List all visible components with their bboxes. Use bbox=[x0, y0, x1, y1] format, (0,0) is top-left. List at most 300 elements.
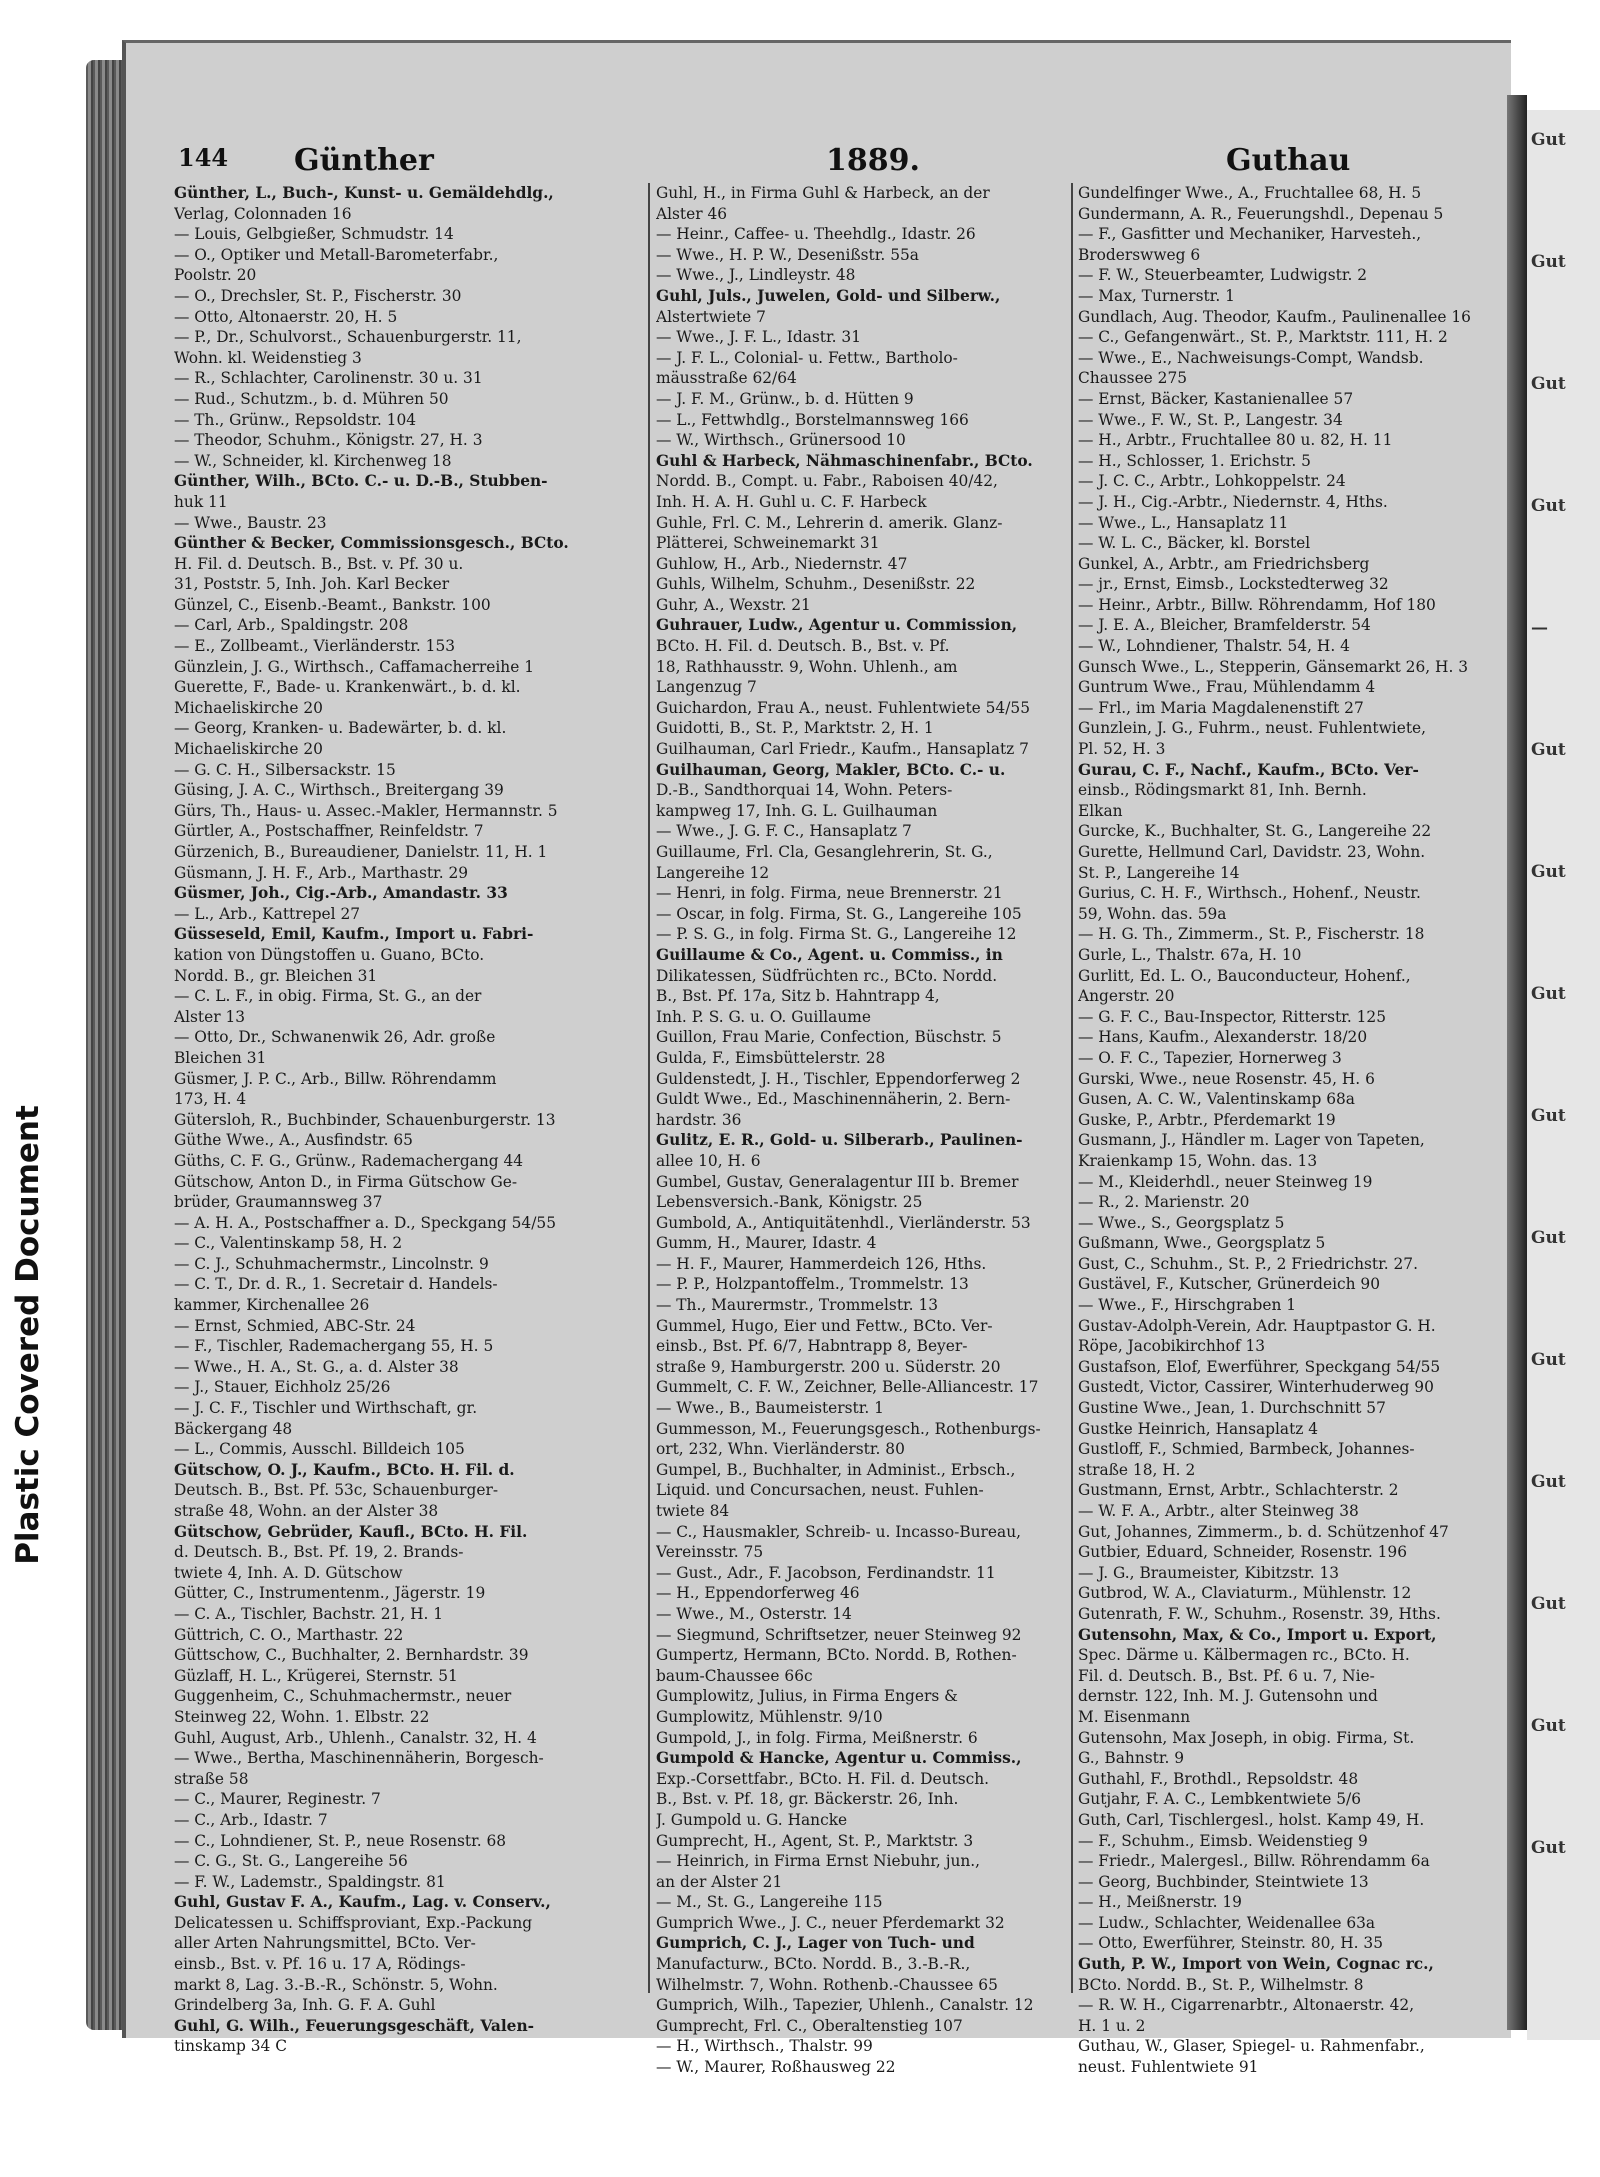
directory-entry: Angerstr. 20 bbox=[1078, 987, 1175, 1006]
directory-entry: Güttrich, C. O., Marthastr. 22 bbox=[174, 1625, 404, 1644]
directory-entry: Nordd. B., Compt. u. Fabr., Raboisen 40/42, bbox=[656, 472, 998, 491]
directory-entry: — Gust., Adr., F. Jacobson, Ferdinandstr. 11 bbox=[656, 1563, 996, 1582]
directory-entry: Gurle, L., Thalstr. 67a, H. 10 bbox=[1078, 945, 1302, 964]
directory-entry: Gummesson, M., Feuerungsgesch., Rothenburgs- bbox=[656, 1419, 1041, 1438]
directory-entry: Chaussee 275 bbox=[1078, 369, 1188, 388]
directory-entry: — C. J., Schuhmachermstr., Lincolnstr. 9 bbox=[174, 1254, 489, 1273]
directory-entry: — Ernst, Bäcker, Kastanienallee 57 bbox=[1078, 389, 1354, 408]
directory-entry: — Hans, Kaufm., Alexanderstr. 18/20 bbox=[1078, 1028, 1368, 1047]
directory-entry: Gumprich Wwe., J. C., neuer Pferdemarkt 32 bbox=[656, 1913, 1005, 1932]
directory-entry: — J. F. M., Grünw., b. d. Hütten 9 bbox=[656, 389, 914, 408]
directory-entry: — Louis, Gelbgießer, Schmudstr. 14 bbox=[174, 225, 454, 244]
directory-entry: Gumpel, B., Buchhalter, in Administ., Erbsch., bbox=[656, 1460, 1016, 1479]
directory-entry: Liquid. und Concursachen, neust. Fuhlen- bbox=[656, 1481, 984, 1500]
directory-entry: — P., Dr., Schulvorst., Schauenburgerstr. 11, bbox=[174, 328, 522, 347]
directory-entry: Guthau, W., Glaser, Spiegel- u. Rahmenfabr., bbox=[1078, 2037, 1425, 2056]
directory-entry: Gütter, C., Instrumentenm., Jägerstr. 19 bbox=[174, 1584, 486, 1603]
directory-entry: — E., Zollbeamt., Vierländerstr. 153 bbox=[174, 637, 456, 656]
right-running-head: Guthau bbox=[1226, 143, 1351, 178]
directory-entry: — Wwe., H. A., St. G., a. d. Alster 38 bbox=[174, 1357, 459, 1376]
directory-entry: Guilhauman, Carl Friedr., Kaufm., Hansaplatz 7 bbox=[656, 740, 1029, 759]
directory-entry: Gustav-Adolph-Verein, Adr. Hauptpastor G. H. bbox=[1078, 1316, 1436, 1335]
directory-entry: — W., Schneider, kl. Kirchenweg 18 bbox=[174, 451, 452, 470]
directory-entry: Gütschow, Gebrüder, Kaufl., BCto. H. Fil. bbox=[174, 1522, 528, 1541]
directory-entry: straße 58 bbox=[174, 1769, 249, 1788]
column-3 bbox=[1078, 183, 1503, 2078]
directory-entry: — C., Valentinskamp 58, H. 2 bbox=[174, 1234, 403, 1253]
directory-entry: — H., Meißnerstr. 19 bbox=[1078, 1893, 1242, 1912]
book-page-edges bbox=[86, 60, 124, 2030]
directory-entry: — Otto, Dr., Schwanenwik 26, Adr. große bbox=[174, 1028, 496, 1047]
directory-entry: kampweg 17, Inh. G. L. Guilhauman bbox=[656, 801, 938, 820]
facing-page-fragment: Gut bbox=[1531, 1716, 1566, 1736]
directory-entry: — O. F. C., Tapezier, Hornerweg 3 bbox=[1078, 1048, 1342, 1067]
directory-entry: Gunsch Wwe., L., Stepperin, Gänsemarkt 26, H. 3 bbox=[1078, 657, 1469, 676]
directory-entry: — Wwe., E., Nachweisungs-Compt, Wandsb. bbox=[1078, 348, 1424, 367]
facing-page-fragment: Gut bbox=[1531, 374, 1566, 394]
directory-entry: J. Gumpold u. G. Hancke bbox=[656, 1810, 848, 1829]
directory-entry: aller Arten Nahrungsmittel, BCto. Ver- bbox=[174, 1934, 476, 1953]
directory-entry: Vereinsstr. 75 bbox=[656, 1543, 764, 1562]
directory-entry: — C. L. F., in obig. Firma, St. G., an der bbox=[174, 987, 482, 1006]
directory-entry: Guhrauer, Ludw., Agentur u. Commission, bbox=[656, 616, 1018, 635]
directory-entry: Delicatessen u. Schiffsproviant, Exp.-Packung bbox=[174, 1913, 533, 1932]
directory-entry: Gumpertz, Hermann, BCto. Nordd. B, Rothen- bbox=[656, 1646, 1017, 1665]
directory-entry: 18, Rathhausstr. 9, Wohn. Uhlenh., am bbox=[656, 657, 958, 676]
directory-entry: Güsmer, Joh., Cig.-Arb., Amandastr. 33 bbox=[174, 884, 508, 903]
directory-entry: Alster 13 bbox=[174, 1007, 246, 1026]
directory-entry: Gunkel, A., Arbtr., am Friedrichsberg bbox=[1078, 554, 1370, 573]
directory-entry: brüder, Graumannsweg 37 bbox=[174, 1193, 383, 1212]
directory-entry: — J. C. F., Tischler und Wirthschaft, gr. bbox=[174, 1399, 478, 1418]
directory-entry: — J. F. L., Colonial- u. Fettw., Bartholo- bbox=[656, 348, 958, 367]
directory-entry: Gurcke, K., Buchhalter, St. G., Langereihe 22 bbox=[1078, 822, 1432, 841]
facing-page-fragment: Gut bbox=[1531, 496, 1566, 516]
directory-entry: — Siegmund, Schriftsetzer, neuer Steinweg 92 bbox=[656, 1625, 1022, 1644]
directory-entry: Gutjahr, F. A. C., Lembkentwiete 5/6 bbox=[1078, 1790, 1362, 1809]
directory-entry: — Heinr., Arbtr., Billw. Röhrendamm, Hof 180 bbox=[1078, 595, 1436, 614]
directory-entry: huk 11 bbox=[174, 492, 228, 511]
side-label bbox=[8, 1075, 48, 1595]
directory-entry: — W. F. A., Arbtr., alter Steinweg 38 bbox=[1078, 1502, 1359, 1520]
directory-entry: Gundermann, A. R., Feuerungshdl., Depenau 5 bbox=[1078, 204, 1444, 223]
directory-entry: Gumm, H., Maurer, Idastr. 4 bbox=[656, 1234, 877, 1253]
directory-entry: Gußmann, Wwe., Georgsplatz 5 bbox=[1078, 1234, 1326, 1253]
directory-entry: — C., Arb., Idastr. 7 bbox=[174, 1810, 328, 1829]
directory-entry: — Wwe., F., Hirschgraben 1 bbox=[1078, 1296, 1297, 1315]
directory-entry: Bleichen 31 bbox=[174, 1048, 267, 1067]
directory-entry: neust. Fuhlentwiete 91 bbox=[1078, 2058, 1259, 2077]
directory-entry: — Th., Grünw., Repsoldstr. 104 bbox=[174, 410, 417, 429]
directory-entry: Guidotti, B., St. P., Marktstr. 2, H. 1 bbox=[656, 719, 934, 738]
directory-entry: Günther, Wilh., BCto. C.- u. D.-B., Stubben- bbox=[174, 472, 548, 491]
directory-entry: — R., 2. Marienstr. 20 bbox=[1078, 1193, 1250, 1212]
directory-entry: — Theodor, Schuhm., Königstr. 27, H. 3 bbox=[174, 431, 483, 450]
directory-entry: Gustke Heinrich, Hansaplatz 4 bbox=[1078, 1419, 1319, 1438]
directory-entry: twiete 4, Inh. A. D. Gütschow bbox=[174, 1563, 403, 1582]
directory-entry: Alster 46 bbox=[656, 204, 728, 223]
directory-page bbox=[122, 40, 1511, 2077]
directory-entry: — W., Maurer, Roßhausweg 22 bbox=[656, 2058, 896, 2077]
directory-entry: — P. S. G., in folg. Firma St. G., Langereihe 12 bbox=[656, 925, 1017, 944]
directory-entry: straße 18, H. 2 bbox=[1078, 1460, 1196, 1479]
directory-entry: Gurau, C. F., Nachf., Kaufm., BCto. Ver- bbox=[1078, 760, 1419, 779]
directory-entry: Guth, P. W., Import von Wein, Cognac rc., bbox=[1078, 1955, 1434, 1974]
directory-entry: Nordd. B., gr. Bleichen 31 bbox=[174, 966, 378, 985]
directory-entry: Günther & Becker, Commissionsgesch., BCto. bbox=[174, 534, 569, 553]
directory-entry: — Henri, in folg. Firma, neue Brennerstr. 21 bbox=[656, 884, 1003, 903]
directory-entry: Manufacturw., BCto. Nordd. B., 3.-B.-R., bbox=[656, 1955, 971, 1974]
directory-entry: Exp.-Corsettfabr., BCto. H. Fil. d. Deutsch. bbox=[656, 1769, 990, 1788]
directory-entry: — H. F., Maurer, Hammerdeich 126, Hths. bbox=[656, 1254, 987, 1273]
directory-entry: hardstr. 36 bbox=[656, 1110, 742, 1129]
directory-entry: Guhlow, H., Arb., Niedernstr. 47 bbox=[656, 554, 908, 573]
directory-entry: — W., Lohndiener, Thalstr. 54, H. 4 bbox=[1078, 637, 1350, 656]
directory-entry: — J. G., Braumeister, Kibitzstr. 13 bbox=[1078, 1563, 1340, 1582]
directory-entry: Güttschow, C., Buchhalter, 2. Bernhardstr. 39 bbox=[174, 1646, 529, 1665]
directory-entry: Gummelt, C. F. W., Zeichner, Belle-Alliancestr. 17 bbox=[656, 1378, 1039, 1397]
directory-entry: baum-Chaussee 66c bbox=[656, 1666, 813, 1685]
directory-entry: Inh. P. S. G. u. O. Guillaume bbox=[656, 1007, 871, 1026]
directory-entry: — F. W., Lademstr., Spaldingstr. 81 bbox=[174, 1872, 446, 1891]
directory-entry: Guichardon, Frau A., neust. Fuhlentwiete 54/55 bbox=[656, 698, 1030, 717]
directory-entry: — J. C. C., Arbtr., Lohkoppelstr. 24 bbox=[1078, 472, 1346, 491]
directory-entry: Inh. H. A. H. Guhl u. C. F. Harbeck bbox=[656, 492, 927, 511]
directory-entry: Gustine Wwe., Jean, 1. Durchschnitt 57 bbox=[1078, 1399, 1386, 1418]
facing-page-fragment: Gut bbox=[1531, 130, 1566, 150]
directory-entry: — R. W. H., Cigarrenarbtr., Altonaerstr. 42, bbox=[1078, 1996, 1415, 2015]
directory-entry: straße 48, Wohn. an der Alster 38 bbox=[174, 1502, 439, 1520]
directory-entry: Güsing, J. A. C., Wirthsch., Breitergang 39 bbox=[174, 781, 504, 800]
directory-entry: Gundlach, Aug. Theodor, Kaufm., Paulinenallee 16 bbox=[1078, 307, 1471, 326]
directory-entry: Guldt Wwe., Ed., Maschinennäherin, 2. Bern- bbox=[656, 1090, 1011, 1109]
directory-entry: — R., Schlachter, Carolinenstr. 30 u. 31 bbox=[174, 369, 483, 388]
directory-entry: Steinweg 22, Wohn. 1. Elbstr. 22 bbox=[174, 1707, 430, 1726]
directory-entry: Guhle, Frl. C. M., Lehrerin d. amerik. Glanz- bbox=[656, 513, 1003, 532]
directory-entry: BCto. Nordd. B., St. P., Wilhelmstr. 8 bbox=[1078, 1975, 1364, 1994]
directory-entry: — O., Optiker und Metall-Barometerfabr., bbox=[174, 245, 499, 264]
directory-entry: Michaeliskirche 20 bbox=[174, 740, 323, 759]
directory-entry: Lebensversich.-Bank, Königstr. 25 bbox=[656, 1193, 923, 1212]
facing-page-fragment: — bbox=[1531, 618, 1548, 638]
directory-entry: Alstertwiete 7 bbox=[656, 307, 766, 326]
directory-entry: 59, Wohn. das. 59a bbox=[1078, 904, 1227, 923]
directory-entry: — W. L. C., Bäcker, kl. Borstel bbox=[1078, 534, 1311, 553]
directory-entry: — Wwe., M., Osterstr. 14 bbox=[656, 1604, 852, 1623]
page-number: 144 bbox=[178, 143, 229, 172]
directory-entry: — Wwe., L., Hansaplatz 11 bbox=[1078, 513, 1289, 532]
directory-entry: Gusen, A. C. W., Valentinskamp 68a bbox=[1078, 1090, 1355, 1109]
directory-entry: twiete 84 bbox=[656, 1502, 730, 1520]
directory-entry: Gustedt, Victor, Cassirer, Winterhuderweg 90 bbox=[1078, 1378, 1434, 1397]
directory-entry: Güsmann, J. H. F., Arb., Marthastr. 29 bbox=[174, 863, 469, 882]
directory-entry: Langereihe 12 bbox=[656, 863, 770, 882]
directory-entry: Gütschow, O. J., Kaufm., BCto. H. Fil. d. bbox=[174, 1460, 515, 1479]
directory-entry: Guske, P., Arbtr., Pferdemarkt 19 bbox=[1078, 1110, 1336, 1129]
directory-entry: H. Fil. d. Deutsch. B., Bst. v. Pf. 30 u. bbox=[174, 554, 464, 573]
directory-entry: — G. C. H., Silbersackstr. 15 bbox=[174, 760, 396, 779]
directory-entry: Gumprich, C. J., Lager von Tuch- und bbox=[656, 1934, 975, 1953]
directory-entry: — G. F. C., Bau-Inspector, Ritterstr. 125 bbox=[1078, 1007, 1387, 1026]
directory-entry: Gütersloh, R., Buchbinder, Schauenburgerstr. 13 bbox=[174, 1110, 556, 1129]
directory-entry: Gürs, Th., Haus- u. Assec.-Makler, Hermannstr. 5 bbox=[174, 801, 558, 820]
directory-entry: Gumpold & Hancke, Agentur u. Commiss., bbox=[656, 1749, 1022, 1768]
directory-entry: Verlag, Colonnaden 16 bbox=[174, 204, 352, 223]
directory-entry: Gurette, Hellmund Carl, Davidstr. 23, Wohn. bbox=[1078, 843, 1426, 861]
directory-entry: Güthe Wwe., A., Ausfindstr. 65 bbox=[174, 1131, 413, 1150]
directory-entry: Gust, C., Schuhm., St. P., 2 Friedrichstr. 27. bbox=[1078, 1254, 1418, 1273]
directory-entry: — Wwe., J. F. L., Idastr. 31 bbox=[656, 328, 862, 347]
facing-page-fragment: Gut bbox=[1531, 740, 1566, 760]
directory-entry: — Heinrich, in Firma Ernst Niebuhr, jun., bbox=[656, 1852, 981, 1871]
directory-entry: Gürzenich, B., Bureaudiener, Danielstr. 11, H. 1 bbox=[174, 843, 548, 861]
directory-entry: — Oscar, in folg. Firma, St. G., Langereihe 105 bbox=[656, 904, 1022, 923]
directory-entry: — Otto, Altonaerstr. 20, H. 5 bbox=[174, 307, 398, 326]
directory-entry: — F., Schuhm., Eimsb. Weidenstieg 9 bbox=[1078, 1831, 1368, 1850]
directory-entry: Langenzug 7 bbox=[656, 678, 757, 697]
directory-entry: tinskamp 34 C bbox=[174, 2037, 288, 2056]
directory-entry: markt 8, Lag. 3.-B.-R., Schönstr. 5, Wohn. bbox=[174, 1975, 498, 1994]
directory-entry: — F., Tischler, Rademachergang 55, H. 5 bbox=[174, 1337, 494, 1356]
directory-entry: Guldenstedt, J. H., Tischler, Eppendorferweg 2 bbox=[656, 1069, 1021, 1088]
directory-entry: Gulda, F., Eimsbüttelerstr. 28 bbox=[656, 1048, 886, 1067]
directory-entry: M. Eisenmann bbox=[1078, 1707, 1191, 1726]
directory-entry: — F. W., Steuerbeamter, Ludwigstr. 2 bbox=[1078, 266, 1368, 285]
directory-entry: Plätterei, Schweinemarkt 31 bbox=[656, 534, 880, 553]
directory-entry: — Wwe., H. P. W., Desenißstr. 55a bbox=[656, 245, 919, 264]
directory-entry: — Wwe., J. G. F. C., Hansaplatz 7 bbox=[656, 822, 912, 841]
directory-entry: Guilhauman, Georg, Makler, BCto. C.- u. bbox=[656, 760, 1006, 779]
directory-entry: — H., Wirthsch., Thalstr. 99 bbox=[656, 2037, 873, 2056]
facing-page-fragment: Gut bbox=[1531, 1106, 1566, 1126]
directory-entry: — Wwe., F. W., St. P., Langestr. 34 bbox=[1078, 410, 1343, 429]
directory-entry: — Max, Turnerstr. 1 bbox=[1078, 286, 1235, 305]
directory-entry: — F., Gasfitter und Mechaniker, Harvesteh., bbox=[1078, 225, 1422, 244]
directory-entry: — M., St. G., Langereihe 115 bbox=[656, 1893, 883, 1912]
directory-entry: Gumprecht, Frl. C., Oberaltenstieg 107 bbox=[656, 2016, 963, 2035]
directory-entry: Bäckergang 48 bbox=[174, 1419, 293, 1438]
directory-entry: — Wwe., B., Baumeisterstr. 1 bbox=[656, 1399, 884, 1418]
directory-entry: Deutsch. B., Bst. Pf. 53c, Schauenburger- bbox=[174, 1481, 499, 1500]
directory-entry: — C., Gefangenwärt., St. P., Marktstr. 111, H. 2 bbox=[1078, 328, 1448, 347]
directory-entry: Grindelberg 3a, Inh. G. F. A. Guhl bbox=[174, 1996, 436, 2015]
directory-entry: — jr., Ernst, Eimsb., Lockstedterweg 32 bbox=[1078, 575, 1389, 594]
directory-entry: Gumbold, A., Antiquitätenhdl., Vierländerstr. 53 bbox=[656, 1213, 1031, 1232]
directory-entry: Gürtler, A., Postschaffner, Reinfeldstr. 7 bbox=[174, 822, 484, 841]
directory-entry: Gummel, Hugo, Eier und Fettw., BCto. Ver- bbox=[656, 1316, 993, 1335]
directory-entry: Guhl, Gustav F. A., Kaufm., Lag. v. Conserv., bbox=[174, 1893, 551, 1912]
directory-entry: Guillon, Frau Marie, Confection, Büschstr. 5 bbox=[656, 1028, 1002, 1047]
directory-entry: — Otto, Ewerführer, Steinstr. 80, H. 35 bbox=[1078, 1934, 1383, 1953]
directory-entry: St. P., Langereihe 14 bbox=[1078, 863, 1240, 882]
directory-entry: — Georg, Buchbinder, Steintwiete 13 bbox=[1078, 1872, 1369, 1891]
directory-entry: — P. P., Holzpantoffelm., Trommelstr. 13 bbox=[656, 1275, 969, 1294]
directory-entry: Spec. Därme u. Kälbermagen rc., BCto. H. bbox=[1078, 1646, 1410, 1665]
directory-entry: — C., Maurer, Reginestr. 7 bbox=[174, 1790, 381, 1809]
directory-entry: einsb., Bst. Pf. 6/7, Habntrapp 8, Beyer- bbox=[656, 1337, 968, 1356]
directory-entry: kammer, Kirchenallee 26 bbox=[174, 1296, 370, 1315]
directory-entry: Gustafson, Elof, Ewerführer, Speckgang 54/55 bbox=[1078, 1357, 1441, 1376]
directory-entry: Röpe, Jacobikirchhof 13 bbox=[1078, 1337, 1266, 1356]
directory-entry: — H., Eppendorferweg 46 bbox=[656, 1584, 860, 1603]
directory-entry: Michaeliskirche 20 bbox=[174, 698, 323, 717]
directory-entry: Gutbrod, W. A., Claviaturm., Mühlenstr. 12 bbox=[1078, 1584, 1412, 1603]
directory-entry: Guntrum Wwe., Frau, Mühlendamm 4 bbox=[1078, 678, 1376, 697]
facing-page-fragment: Gut bbox=[1531, 1838, 1566, 1858]
directory-entry: — C., Hausmakler, Schreib- u. Incasso-Bureau, bbox=[656, 1522, 1021, 1541]
directory-entry: Gumprich, Wilh., Tapezier, Uhlenh., Canalstr. 12 bbox=[656, 1996, 1034, 2015]
facing-page-fragment: Gut bbox=[1531, 1594, 1566, 1614]
directory-entry: Pl. 52, H. 3 bbox=[1078, 740, 1166, 759]
directory-entry: B., Bst. v. Pf. 18, gr. Bäckerstr. 26, Inh. bbox=[656, 1790, 959, 1809]
directory-entry: — L., Fettwhdlg., Borstelmannsweg 166 bbox=[656, 410, 969, 429]
directory-entry: — J. E. A., Bleicher, Bramfelderstr. 54 bbox=[1078, 616, 1371, 635]
directory-entry: Gut, Johannes, Zimmerm., b. d. Schützenhof 47 bbox=[1078, 1522, 1449, 1541]
directory-entry: Günzel, C., Eisenb.-Beamt., Bankstr. 100 bbox=[174, 595, 491, 614]
directory-entry: Guth, Carl, Tischlergesl., holst. Kamp 49, H. bbox=[1078, 1810, 1425, 1829]
directory-entry: Guggenheim, C., Schuhmachermstr., neuer bbox=[174, 1687, 512, 1706]
directory-entry: — Frl., im Maria Magdalenenstift 27 bbox=[1078, 698, 1364, 717]
directory-entry: Wilhelmstr. 7, Wohn. Rothenb.-Chaussee 65 bbox=[656, 1975, 998, 1994]
directory-entry: Gumpold, J., in folg. Firma, Meißnerstr. 6 bbox=[656, 1728, 978, 1747]
directory-entry: Gumplowitz, Mühlenstr. 9/10 bbox=[656, 1707, 883, 1726]
directory-entry: Güsseseld, Emil, Kaufm., Import u. Fabri- bbox=[174, 925, 534, 944]
directory-entry: BCto. H. Fil. d. Deutsch. B., Bst. v. Pf. bbox=[656, 637, 950, 656]
directory-entry: — L., Commis, Ausschl. Billdeich 105 bbox=[174, 1440, 465, 1459]
directory-entry: — Th., Maurermstr., Trommelstr. 13 bbox=[656, 1296, 939, 1315]
directory-entry: d. Deutsch. B., Bst. Pf. 19, 2. Brands- bbox=[174, 1543, 464, 1562]
directory-entry: Guillaume & Co., Agent. u. Commiss., in bbox=[656, 945, 1003, 964]
directory-entry: — Carl, Arb., Spaldingstr. 208 bbox=[174, 616, 409, 635]
directory-entry: Guhl & Harbeck, Nähmaschinenfabr., BCto. bbox=[656, 451, 1033, 470]
facing-page-fragment: Gut bbox=[1531, 252, 1566, 272]
facing-page-fragment: Gut bbox=[1531, 1350, 1566, 1370]
facing-page-fragment: Gut bbox=[1531, 1472, 1566, 1492]
directory-entry: — C. A., Tischler, Bachstr. 21, H. 1 bbox=[174, 1604, 444, 1623]
directory-entry: — H., Arbtr., Fruchtallee 80 u. 82, H. 11 bbox=[1078, 431, 1393, 450]
directory-entry: ort, 232, Whn. Vierländerstr. 80 bbox=[656, 1440, 905, 1459]
directory-entry: Broderswweg 6 bbox=[1078, 245, 1201, 264]
directory-entry: — M., Kleiderhdl., neuer Steinweg 19 bbox=[1078, 1172, 1373, 1191]
directory-entry: — Ernst, Schmied, ABC-Str. 24 bbox=[174, 1316, 416, 1335]
directory-entry: — C. G., St. G., Langereihe 56 bbox=[174, 1852, 408, 1871]
directory-entry: — H. G. Th., Zimmerm., St. P., Fischerstr. 18 bbox=[1078, 925, 1425, 944]
directory-entry: Gurius, C. H. F., Wirthsch., Hohenf., Neustr. bbox=[1078, 884, 1421, 903]
directory-entry: Kraienkamp 15, Wohn. das. 13 bbox=[1078, 1151, 1318, 1170]
facing-page bbox=[1527, 110, 1600, 2040]
directory-entry: Gumplowitz, Julius, in Firma Engers & bbox=[656, 1687, 958, 1706]
left-running-head: Günther bbox=[294, 143, 434, 178]
directory-entry: — Friedr., Malergesl., Billw. Röhrendamm 6a bbox=[1078, 1852, 1430, 1871]
directory-entry: — L., Arb., Kattrepel 27 bbox=[174, 904, 361, 923]
directory-entry: Gurski, Wwe., neue Rosenstr. 45, H. 6 bbox=[1078, 1069, 1375, 1088]
directory-entry: — Wwe., J., Lindleystr. 48 bbox=[656, 266, 856, 285]
directory-entry: Poolstr. 20 bbox=[174, 266, 257, 285]
directory-entry: — O., Drechsler, St. P., Fischerstr. 30 bbox=[174, 286, 462, 305]
directory-entry: Guerette, F., Bade- u. Krankenwärt., b. d. kl. bbox=[174, 678, 521, 697]
directory-entry: — Heinr., Caffee- u. Theehdlg., Idastr. 26 bbox=[656, 225, 976, 244]
directory-entry: Gunzlein, J. G., Fuhrm., neust. Fuhlentwiete, bbox=[1078, 719, 1427, 738]
directory-entry: Guhls, Wilhelm, Schuhm., Desenißstr. 22 bbox=[656, 575, 976, 594]
directory-entry: Gumprecht, H., Agent, St. P., Marktstr. 3 bbox=[656, 1831, 974, 1850]
directory-entry: Guhr, A., Wexstr. 21 bbox=[656, 595, 811, 614]
directory-entry: B., Bst. Pf. 17a, Sitz b. Hahntrapp 4, bbox=[656, 987, 940, 1006]
directory-entry: straße 9, Hamburgerstr. 200 u. Süderstr. 20 bbox=[656, 1357, 1001, 1376]
directory-entry: — Wwe., Baustr. 23 bbox=[174, 513, 327, 532]
facing-page-fragment: Gut bbox=[1531, 862, 1566, 882]
directory-entry: Günther, L., Buch-, Kunst- u. Gemäldehdlg., bbox=[174, 184, 554, 202]
directory-entry: Gutbier, Eduard, Schneider, Rosenstr. 196 bbox=[1078, 1543, 1408, 1562]
directory-entry: einsb., Rödingsmarkt 81, Inh. Bernh. bbox=[1078, 781, 1367, 800]
directory-entry: Gusmann, J., Händler m. Lager von Tapeten, bbox=[1078, 1131, 1425, 1150]
directory-entry: — A. H. A., Postschaffner a. D., Speckgang 54/55 bbox=[174, 1213, 556, 1232]
directory-entry: — J., Stauer, Eichholz 25/26 bbox=[174, 1378, 391, 1397]
directory-entry: — Ludw., Schlachter, Weidenallee 63a bbox=[1078, 1913, 1376, 1932]
directory-entry: Güsmer, J. P. C., Arb., Billw. Röhrendamm bbox=[174, 1069, 497, 1088]
directory-entry: Gurlitt, Ed. L. O., Bauconducteur, Hohenf., bbox=[1078, 966, 1411, 985]
directory-entry: Dilikatessen, Südfrüchten rc., BCto. Nordd. bbox=[656, 966, 998, 985]
directory-entry: Gutenrath, F. W., Schuhm., Rosenstr. 39, Hths. bbox=[1078, 1604, 1441, 1623]
directory-entry: an der Alster 21 bbox=[656, 1872, 783, 1891]
column-2 bbox=[656, 183, 1066, 2078]
column-1 bbox=[174, 183, 644, 2057]
directory-entry: Guillaume, Frl. Cla, Gesanglehrerin, St. G., bbox=[656, 843, 993, 861]
directory-entry: Gundelfinger Wwe., A., Fruchtallee 68, H. 5 bbox=[1078, 184, 1422, 202]
book-gutter bbox=[1507, 95, 1527, 2030]
directory-entry: mäusstraße 62/64 bbox=[656, 369, 797, 388]
directory-entry: Guhl, August, Arb., Uhlenh., Canalstr. 32, H. 4 bbox=[174, 1728, 537, 1747]
year-heading: 1889. bbox=[826, 143, 920, 178]
directory-entry: — C. T., Dr. d. R., 1. Secretair d. Handels- bbox=[174, 1275, 498, 1294]
directory-entry: allee 10, H. 6 bbox=[656, 1151, 761, 1170]
directory-entry: Guhl, G. Wilh., Feuerungsgeschäft, Valen- bbox=[174, 2016, 535, 2035]
directory-entry: Guhl, Juls., Juwelen, Gold- und Silberw., bbox=[656, 286, 1001, 305]
directory-entry: einsb., Bst. v. Pf. 16 u. 17 A, Rödings- bbox=[174, 1955, 466, 1974]
directory-entry: 31, Poststr. 5, Inh. Joh. Karl Becker bbox=[174, 575, 450, 594]
directory-entry: Gütschow, Anton D., in Firma Gütschow Ge- bbox=[174, 1172, 518, 1191]
directory-entry: — C., Lohndiener, St. P., neue Rosenstr. 68 bbox=[174, 1831, 507, 1850]
directory-entry: — W., Wirthsch., Grünersood 10 bbox=[656, 431, 906, 450]
directory-entry: Gutensohn, Max, & Co., Import u. Export, bbox=[1078, 1625, 1437, 1644]
directory-entry: — Wwe., S., Georgsplatz 5 bbox=[1078, 1213, 1285, 1232]
directory-entry: Guhl, H., in Firma Guhl & Harbeck, an der bbox=[656, 184, 990, 202]
directory-entry: Fil. d. Deutsch. B., Bst. Pf. 6 u. 7, Nie- bbox=[1078, 1666, 1375, 1685]
facing-page-fragment: Gut bbox=[1531, 984, 1566, 1004]
directory-entry: Elkan bbox=[1078, 801, 1123, 820]
directory-entry: — Rud., Schutzm., b. d. Mühren 50 bbox=[174, 389, 449, 408]
directory-entry: Gustloff, F., Schmied, Barmbeck, Johannes- bbox=[1078, 1440, 1415, 1459]
directory-entry: Gutensohn, Max Joseph, in obig. Firma, St. bbox=[1078, 1728, 1415, 1747]
directory-entry: D.-B., Sandthorquai 14, Wohn. Peters- bbox=[656, 781, 953, 800]
directory-entry: dernstr. 122, Inh. M. J. Gutensohn und bbox=[1078, 1687, 1378, 1706]
directory-entry: Guthahl, F., Brothdl., Repsoldstr. 48 bbox=[1078, 1769, 1359, 1788]
side-label-text: Plastic Covered Document bbox=[10, 1105, 46, 1565]
directory-entry: — Georg, Kranken- u. Badewärter, b. d. kl. bbox=[174, 719, 507, 738]
column-rule bbox=[648, 183, 650, 1993]
directory-entry: G., Bahnstr. 9 bbox=[1078, 1749, 1185, 1768]
directory-entry: Günzlein, J. G., Wirthsch., Caffamacherreihe 1 bbox=[174, 657, 535, 676]
directory-entry: Wohn. kl. Weidenstieg 3 bbox=[174, 348, 362, 367]
directory-entry: — H., Schlosser, 1. Erichstr. 5 bbox=[1078, 451, 1311, 470]
directory-entry: 173, H. 4 bbox=[174, 1090, 247, 1109]
directory-entry: H. 1 u. 2 bbox=[1078, 2016, 1146, 2035]
directory-entry: Güths, C. F. G., Grünw., Rademachergang 44 bbox=[174, 1151, 524, 1170]
directory-entry: Güzlaff, H. L., Krügerei, Sternstr. 51 bbox=[174, 1666, 458, 1685]
directory-entry: Gustävel, F., Kutscher, Grünerdeich 90 bbox=[1078, 1275, 1381, 1294]
directory-entry: Gustmann, Ernst, Arbtr., Schlachterstr. 2 bbox=[1078, 1481, 1399, 1500]
directory-entry: kation von Düngstoffen u. Guano, BCto. bbox=[174, 945, 485, 964]
column-rule bbox=[1071, 183, 1073, 1993]
